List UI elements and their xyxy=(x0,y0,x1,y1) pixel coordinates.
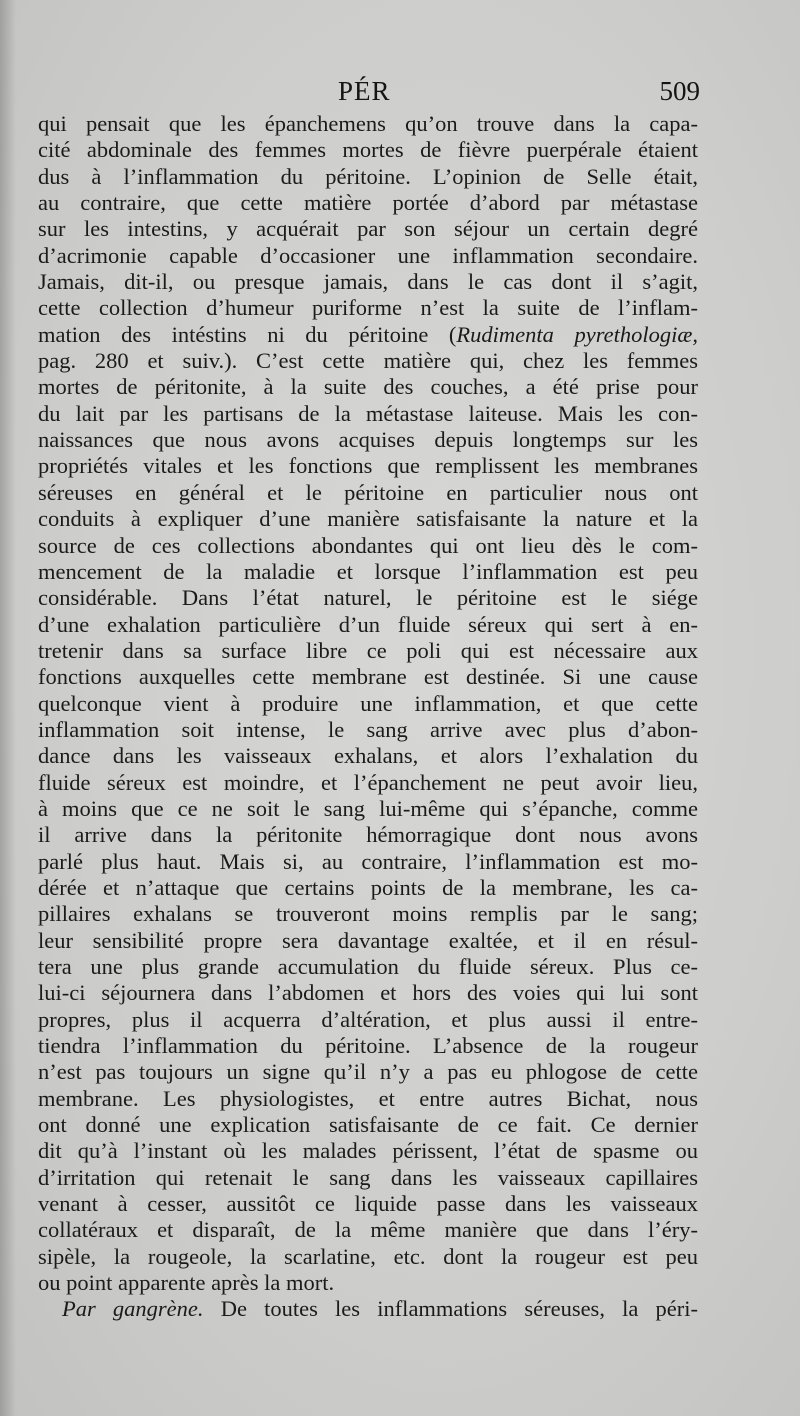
page-header xyxy=(0,76,800,110)
text-line-15: séreuses en général et le péritoine en particulier nous ont xyxy=(38,479,698,505)
text-line-31: pillaires exhalans se trouveront moins remplis par le sang; xyxy=(38,901,698,927)
text-line-16: conduits à expliquer d’une manière satisfaisante la nature et la xyxy=(38,506,698,532)
text-line-19: considérable. Dans l’état naturel, le péritoine est le siége xyxy=(38,585,698,611)
text-line-9 xyxy=(38,322,698,348)
paragraph-text: De toutes les inflammations séreuses, la péri- xyxy=(203,1296,698,1322)
text-line-27: à moins que ce ne soit le sang lui-même qui s’épanche, comme xyxy=(38,795,698,821)
text-line-22: fonctions auxquelles cette membrane est destinée. Si une cause xyxy=(38,664,698,690)
text-line-42: venant à cesser, aussitôt ce liquide passe dans les vaisseaux xyxy=(38,1191,698,1217)
text-line-11: mortes de péritonite, à la suite des couches, a été prise pour xyxy=(38,374,698,400)
text-line-44: sipèle, la rougeole, la scarlatine, etc. dont la rougeur est peu xyxy=(38,1243,698,1269)
text-line-28: il arrive dans la péritonite hémorragique dont nous avons xyxy=(38,822,698,848)
body-text xyxy=(38,111,698,1323)
text-line-18: mencement de la maladie et lorsque l’inflammation est peu xyxy=(38,558,698,584)
text-line-21: tretenir dans sa surface libre ce poli qui est nécessaire aux xyxy=(38,637,698,663)
text-line-20: d’une exhalation particulière d’un fluide séreux qui sert à en- xyxy=(38,611,698,637)
text-line-7: Jamais, dit-il, ou presque jamais, dans le cas dont il s’agit, xyxy=(38,269,698,295)
text-line-6: d’acrimonie capable d’occasioner une inflammation secondaire. xyxy=(38,242,698,268)
text-line-25: dance dans les vaisseaux exhalans, et alors l’exhalation du xyxy=(38,743,698,769)
text-line-43: collatéraux et disparaît, de la même manière que dans l’éry- xyxy=(38,1217,698,1243)
text-line-37: n’est pas toujours un signe qu’il n’y a pas eu phlogose de cette xyxy=(38,1059,698,1085)
paragraph-par-gangrene xyxy=(38,1296,698,1322)
text-line-35: propres, plus il acquerra d’altération, et plus aussi il entre- xyxy=(38,1006,698,1032)
text-line-39: ont donné une explication satisfaisante de ce fait. Ce dernier xyxy=(38,1112,698,1138)
text-line-45: ou point apparente après la mort. xyxy=(38,1270,335,1296)
text-line-41: d’irritation qui retenait le sang dans les vaisseaux capillaires xyxy=(38,1164,698,1190)
text-line-23: quelconque vient à produire une inflammation, et que cette xyxy=(38,690,698,716)
text-line-8: cette collection d’humeur puriforme n’est la suite de l’inflam- xyxy=(38,295,698,321)
text-line-4: au contraire, que cette matière portée d’abord par métastase xyxy=(38,190,698,216)
text-line-33: tera une plus grande accumulation du fluide séreux. Plus ce- xyxy=(38,954,698,979)
text-line-32: leur sensibilité propre sera davantage exaltée, et il en résul- xyxy=(38,927,698,953)
text-line-24: inflammation soit intense, le sang arrive avec plus d’abon- xyxy=(38,716,698,742)
text-line-29: parlé plus haut. Mais si, au contraire, l’inflammation est mo- xyxy=(38,848,698,874)
text-line-30: dérée et n’attaque que certains points de la membrane, les ca- xyxy=(38,874,698,900)
text-line-9-start: mation des intéstins ni du péritoine ( xyxy=(38,321,457,347)
text-line-13: naissances que nous avons acquises depuis longtemps sur les xyxy=(38,427,698,453)
text-line-2: cité abdominale des femmes mortes de fièvre puerpérale étaient xyxy=(38,137,698,163)
text-line-1: qui pensait que les épanchemens qu’on trouve dans la capa- xyxy=(38,111,698,136)
text-line-5: sur les intestins, y acquérait par son séjour un certain degré xyxy=(38,216,698,242)
text-line-36: tiendra l’inflammation du péritoine. L’absence de la rougeur xyxy=(38,1033,698,1059)
page-edge-shadow xyxy=(0,0,16,1416)
text-line-12: du lait par les partisans de la métastase laiteuse. Mais les con- xyxy=(38,400,698,426)
text-line-34: lui-ci séjournera dans l’abdomen et hors des voies qui lui sont xyxy=(38,980,698,1006)
section-heading-par-gangrene: Par gangrène. xyxy=(62,1296,204,1322)
citation-title: Rudimenta pyrethologiæ, xyxy=(456,321,698,347)
text-line-40: dit qu’à l’instant où les malades périssent, l’état de spasme ou xyxy=(38,1138,698,1164)
text-line-17: source de ces collections abondantes qui ont lieu dès le com- xyxy=(38,532,698,558)
text-line-14: propriétés vitales et les fonctions que remplissent les membranes xyxy=(38,453,698,479)
page-number: 509 xyxy=(659,76,700,106)
text-line-3: dus à l’inflammation du péritoine. L’opinion de Selle était, xyxy=(38,163,698,189)
text-line-10: pag. 280 et suiv.). C’est cette matière qui, chez les femmes xyxy=(38,348,698,374)
text-line-38: membrane. Les physiologistes, et entre autres Bichat, nous xyxy=(38,1085,698,1111)
text-line-26: fluide séreux est moindre, et l’épanchement ne peut avoir lieu, xyxy=(38,769,698,795)
running-head: PÉR xyxy=(338,76,391,106)
